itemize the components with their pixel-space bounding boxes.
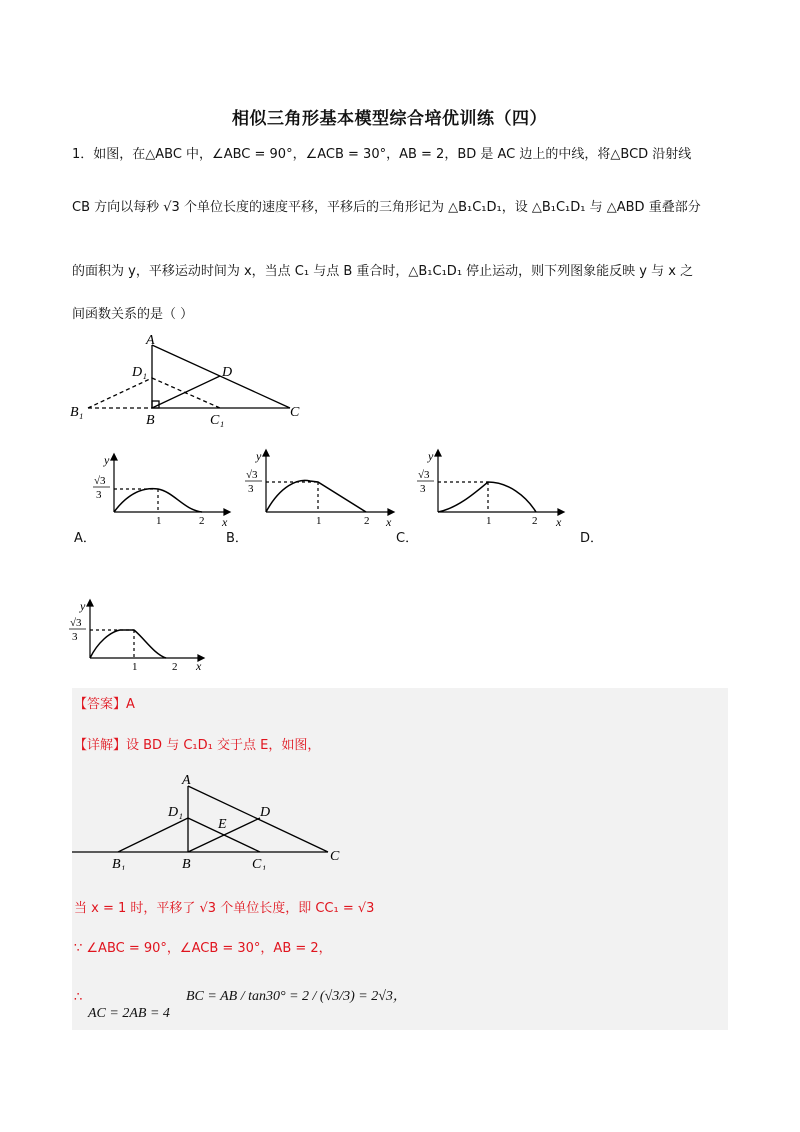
label-A: A: [146, 333, 155, 348]
label-C: C: [290, 405, 300, 420]
svg-text:√3: √3: [418, 469, 430, 481]
question-figure: [60, 330, 320, 430]
svg-text:1: 1: [316, 515, 322, 527]
svg-text:3: 3: [248, 483, 254, 495]
option-d-label: D．: [580, 531, 604, 546]
svg-text:2: 2: [172, 661, 178, 673]
detail-when-line: 当 x = 1 时，平移了 √3 个单位长度，即 CC₁ = √3: [74, 901, 375, 916]
svg-text:1: 1: [156, 515, 162, 527]
svg-text:D: D: [260, 805, 271, 820]
svg-text:1: 1: [486, 515, 492, 527]
question-line-4: 间函数关系的是（ ）: [72, 307, 194, 322]
option-c-label: C．: [396, 531, 419, 546]
detail-intro: 【详解】设 BD 与 C₁D₁ 交于点 E，如图，: [74, 738, 321, 753]
svg-text:x: x: [556, 515, 562, 529]
svg-text:C: C: [330, 849, 340, 864]
graph-option-d: [64, 598, 214, 674]
svg-text:x: x: [386, 515, 392, 529]
svg-text:x: x: [222, 515, 228, 529]
svg-text:y: y: [104, 453, 110, 467]
detail-figure: [72, 770, 362, 870]
svg-text:2: 2: [364, 515, 370, 527]
label-D: D: [222, 365, 233, 380]
svg-text:2: 2: [532, 515, 538, 527]
option-a-label: A．: [74, 531, 96, 546]
graph-option-b: [240, 448, 400, 532]
label-B1: B₁: [70, 405, 84, 420]
svg-text:C₁: C₁: [252, 857, 267, 870]
svg-text:√3: √3: [246, 469, 258, 481]
page-title: 相似三角形基本模型综合培优训练（四）: [232, 109, 547, 129]
svg-text:√3: √3: [70, 617, 82, 629]
bc-formula: BC = AB / tan30° = 2 / (√3/3) = 2√3，: [186, 989, 407, 1004]
detail-because-line: ∵ ∠ABC = 90°，∠ACB = 30°，AB = 2，: [74, 941, 332, 956]
ac-formula: AC = 2AB = 4: [88, 1006, 170, 1021]
question-line-2: CB 方向以每秒 √3 个单位长度的速度平移，平移后的三角形记为 △B₁C₁D₁，设 △B₁C₁D₁ 与 △ABD 重叠部分: [72, 200, 701, 215]
label-D1: D₁: [132, 365, 147, 380]
answer-line: 【答案】A: [74, 697, 135, 712]
label-C1: C₁: [210, 413, 225, 428]
svg-text:y: y: [256, 449, 262, 463]
svg-text:√3: √3: [94, 475, 106, 487]
svg-text:2: 2: [199, 515, 205, 527]
svg-text:B₁: B₁: [112, 857, 126, 870]
question-line-3: 的面积为 y，平移运动时间为 x，当点 C₁ 与点 B 重合时，△B₁C₁D₁ 停止运动，则下列图象能反映 y 与 x 之: [72, 264, 694, 279]
svg-text:A: A: [182, 773, 191, 788]
svg-text:D₁: D₁: [168, 805, 183, 820]
svg-text:y: y: [80, 599, 86, 613]
svg-text:1: 1: [132, 661, 138, 673]
graph-option-a: [84, 452, 234, 532]
question-line-1: 1．如图，在△ABC 中，∠ABC = 90°，∠ACB = 30°，AB = 2，BD 是 AC 边上的中线，将△BCD 沿射线: [72, 147, 692, 162]
svg-text:3: 3: [96, 489, 102, 501]
svg-text:y: y: [428, 449, 434, 463]
svg-text:3: 3: [72, 631, 78, 643]
svg-text:E: E: [218, 817, 227, 832]
label-B: B: [146, 413, 155, 428]
graph-option-c: [410, 448, 570, 532]
svg-text:x: x: [196, 659, 202, 673]
svg-text:B: B: [182, 857, 191, 870]
therefore-symbol: ∴: [74, 990, 83, 1005]
svg-text:3: 3: [420, 483, 426, 495]
option-b-label: B．: [226, 531, 248, 546]
